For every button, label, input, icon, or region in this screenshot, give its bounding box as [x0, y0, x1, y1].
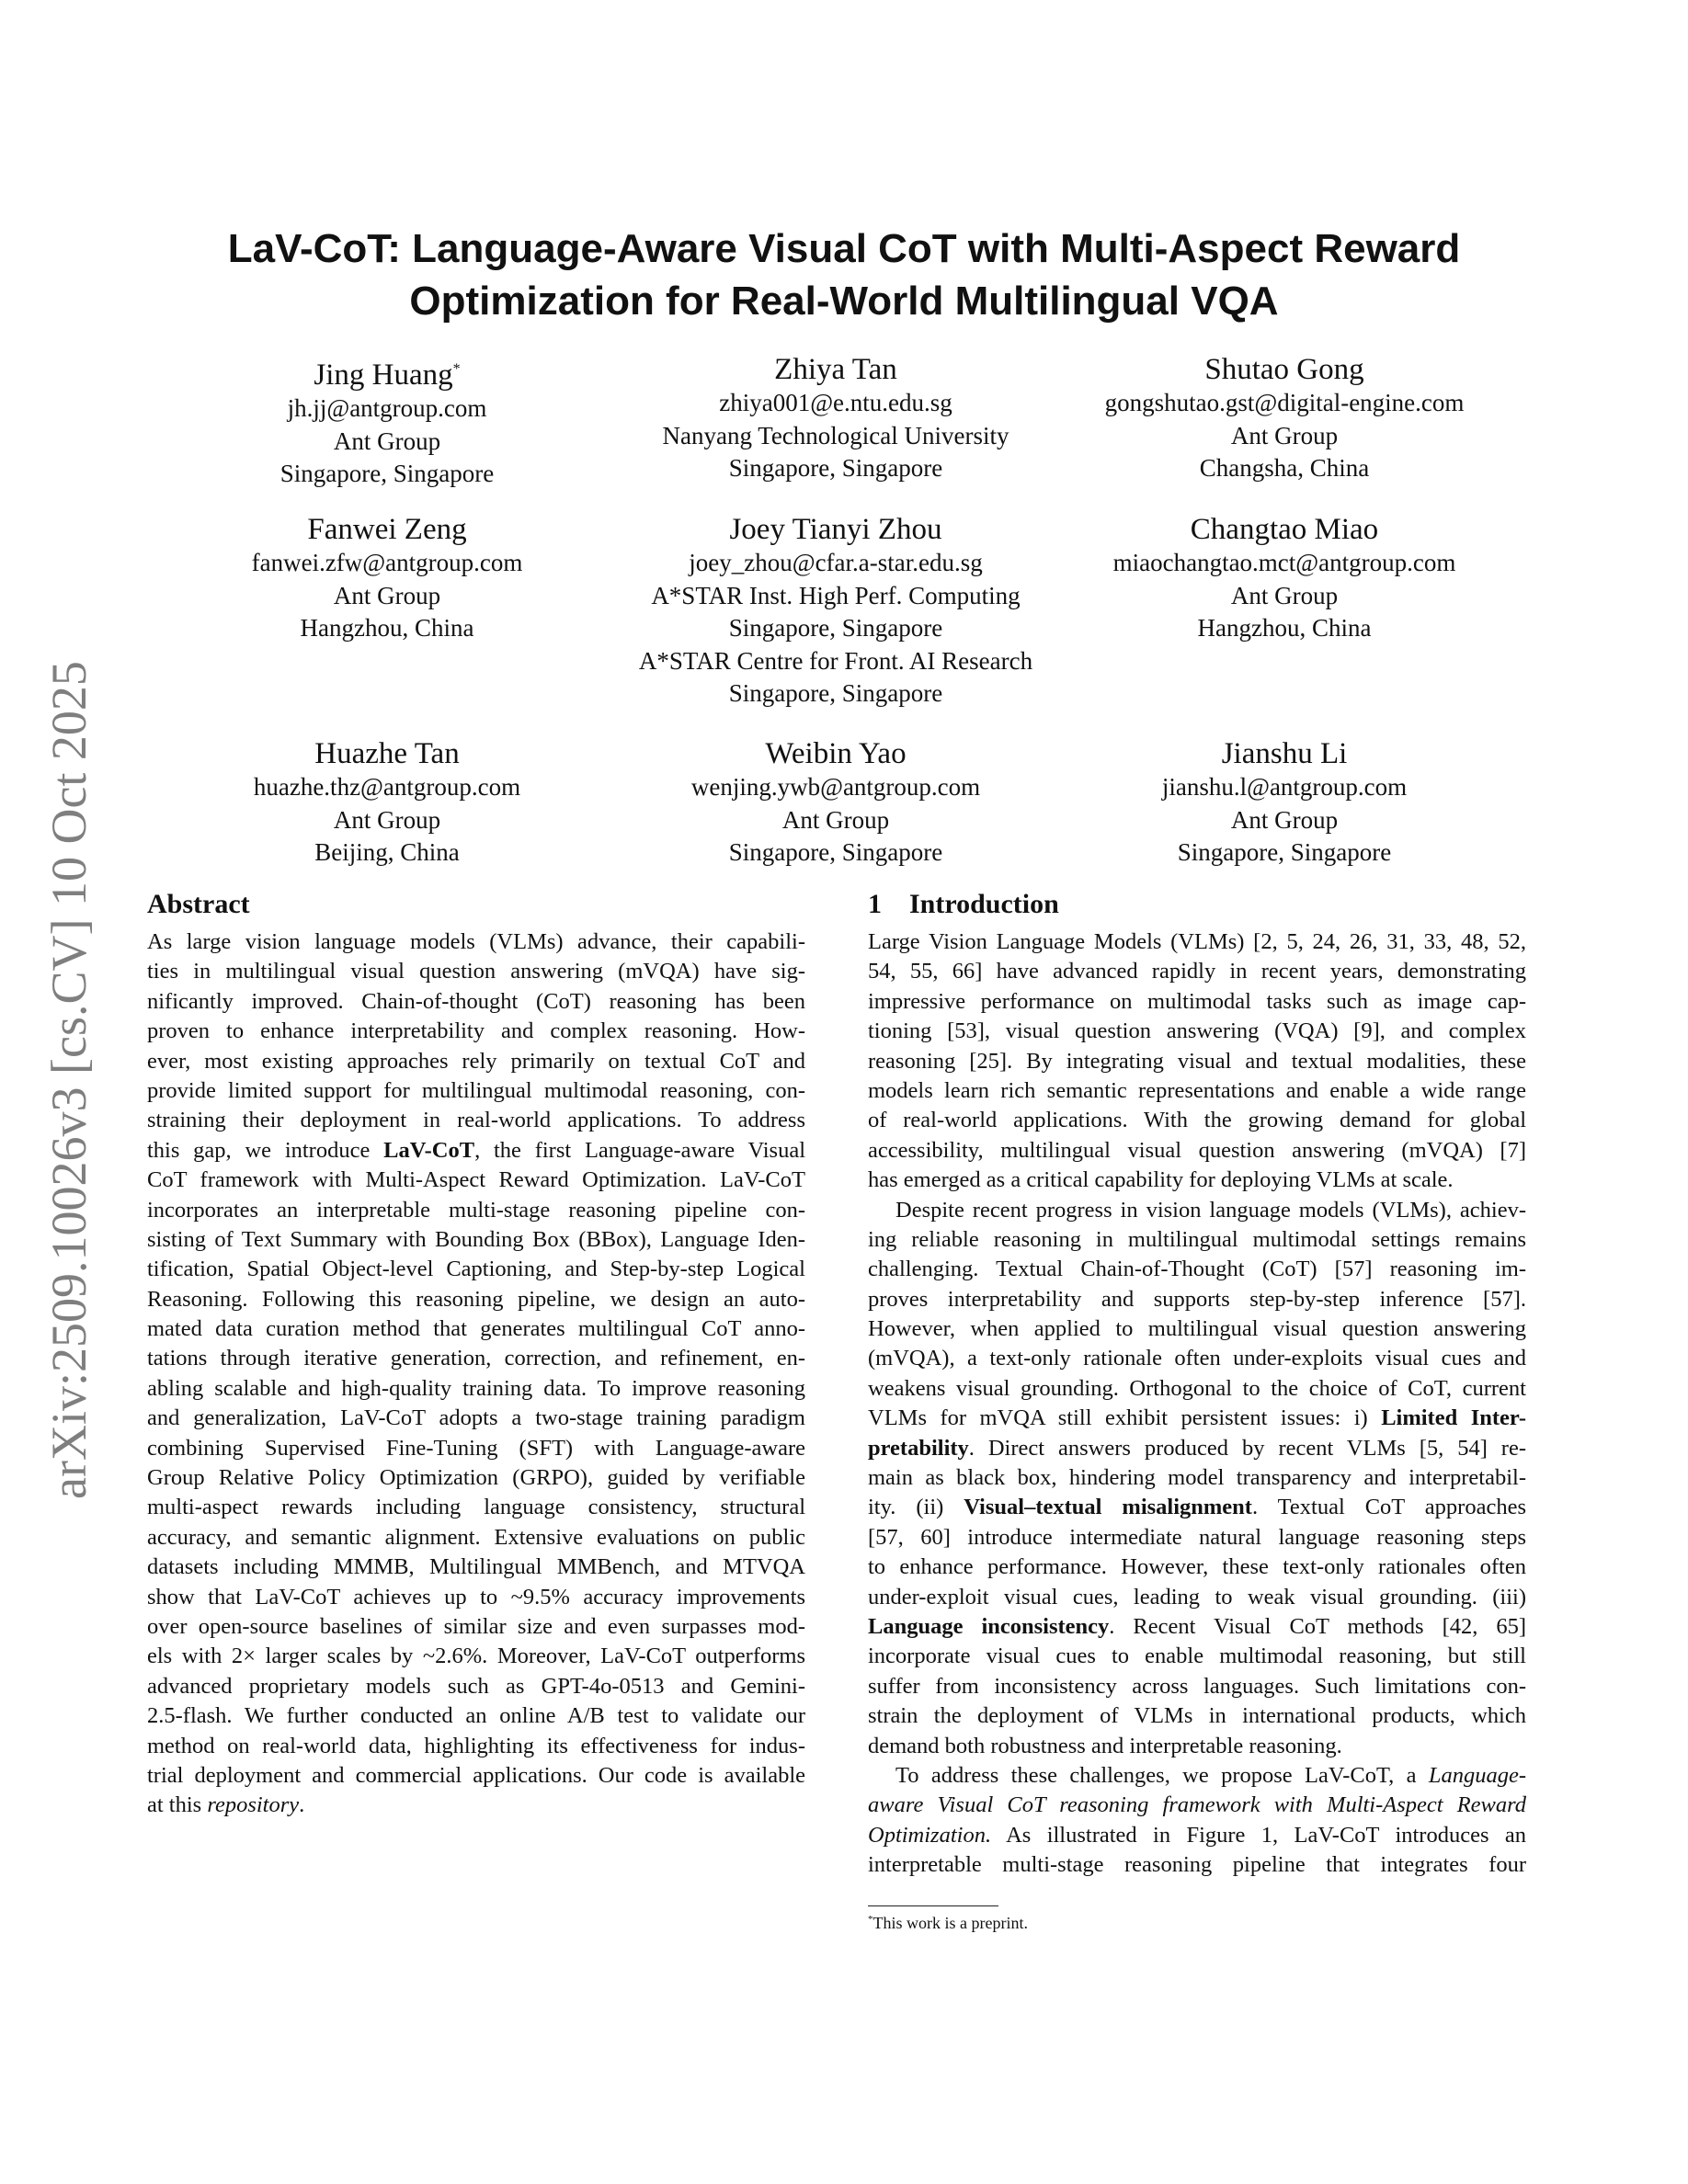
text-line: interpretable multi-stage reasoning pipeline that integrates four — [868, 1852, 1526, 1878]
text-line: proves interpretability and supports step-by-step inference [57]. — [868, 1286, 1526, 1312]
author-name-text: Zhiya Tan — [774, 353, 897, 386]
text-line: show that LaV-CoT achieves up to ~9.5% accuracy improvements — [147, 1584, 805, 1610]
text-line: ever, most existing approaches rely primarily on textual CoT and — [147, 1048, 805, 1074]
footnote — [868, 1914, 1028, 1933]
text-line: abling scalable and high-quality training data. To improve reasoning — [147, 1375, 805, 1401]
text-line — [868, 1791, 1526, 1820]
author-name-text: Joey Tianyi Zhou — [729, 513, 942, 546]
author-affiliation: Singapore, Singapore — [279, 460, 495, 487]
author-name — [1027, 736, 1542, 771]
bold-run: Language inconsistency — [868, 1613, 1110, 1639]
author-card — [578, 352, 1093, 485]
text-line: ties in multilingual visual question answering (mVQA) have sig- — [147, 959, 805, 984]
author-affiliation: Ant Group — [1230, 421, 1339, 449]
text-line: multi-aspect rewards including language consistency, structural — [147, 1495, 805, 1520]
text-line: method on real-world data, highlighting its effectiveness for indus- — [147, 1733, 805, 1758]
text-line: tations through iterative generation, correction, and refinement, en- — [147, 1346, 805, 1371]
text-line: nificantly improved. Chain-of-thought (CoT) reasoning has been — [147, 988, 805, 1014]
author-affiliation: Singapore, Singapore — [728, 454, 943, 482]
author-card — [1027, 352, 1542, 485]
text-line: impressive performance on multimodal tasks such as image cap- — [868, 988, 1526, 1014]
author-name — [130, 512, 644, 547]
text-line: 2.5-flash. We further conducted an online A/B test to validate our — [147, 1703, 805, 1729]
text-line: Large Vision Language Models (VLMs) [2, 5, 24, 26, 31, 33, 48, 52, — [868, 929, 1526, 954]
text-line: proven to enhance interpretability and complex reasoning. How- — [147, 1018, 805, 1044]
text-run: . — [299, 1792, 305, 1818]
italic-run: aware Visual CoT reasoning framework with Multi-Aspect Reward — [868, 1792, 1526, 1818]
text-line: challenging. Textual Chain-of-Thought (CoT) [57] reasoning im- — [868, 1257, 1526, 1282]
text-line: suffer from inconsistency across languages. Such limitations con- — [868, 1673, 1526, 1699]
text-line: mated data curation method that generates multilingual CoT anno- — [147, 1316, 805, 1342]
author-affiliation: Singapore, Singapore — [728, 614, 943, 642]
author-card — [130, 352, 644, 491]
text-line: Despite recent progress in vision language models (VLMs), achiev- — [895, 1197, 1526, 1223]
text-run: , the first Language-aware Visual — [474, 1137, 805, 1163]
text-line — [868, 1434, 1526, 1463]
author-card — [1027, 736, 1542, 870]
author-affiliation: Hangzhou, China — [300, 614, 474, 642]
text-line: Reasoning. Following this reasoning pipeline, we design an auto- — [147, 1286, 805, 1312]
author-affiliation: Ant Group — [333, 427, 441, 455]
author-card — [130, 512, 644, 645]
bold-run: LaV-CoT — [383, 1137, 475, 1163]
author-name — [1027, 352, 1542, 387]
author-email: joey_zhou@cfar.a-star.edu.sg — [689, 549, 983, 576]
author-email: fanwei.zfw@antgroup.com — [251, 549, 523, 576]
author-name-text: Huazhe Tan — [314, 737, 460, 770]
author-affiliation: A*STAR Inst. High Perf. Computing — [651, 581, 1021, 609]
text-line: [57, 60] introduce intermediate natural language reasoning steps — [868, 1524, 1526, 1550]
bold-run: Limited Inter- — [1381, 1405, 1527, 1431]
text-line: incorporate visual cues to enable multimodal reasoning, but still — [868, 1644, 1526, 1669]
author-email: miaochangtao.mct@antgroup.com — [1112, 549, 1456, 576]
text-line: (mVQA), a text-only rationale often under-exploits visual cues and — [868, 1346, 1526, 1371]
bold-run: pretability — [868, 1435, 969, 1461]
author-affiliation: Ant Group — [333, 581, 441, 609]
introduction-heading: 1 Introduction — [868, 889, 1059, 919]
text-line: els with 2× larger scales by ~2.6%. Moreover, LaV-CoT outperforms — [147, 1644, 805, 1669]
author-name — [1027, 512, 1542, 547]
author-affiliation: Beijing, China — [314, 838, 460, 866]
text-line — [868, 1761, 1526, 1791]
text-line: demand both robustness and interpretable reasoning. — [868, 1733, 1342, 1758]
footnote-text: This work is a preprint. — [873, 1914, 1028, 1932]
text-run: . Textual CoT approaches — [1251, 1495, 1526, 1520]
bold-run: Visual–textual misalignment — [964, 1495, 1252, 1520]
author-name — [578, 512, 1093, 547]
text-line: trial deployment and commercial applications. Our code is available — [147, 1762, 805, 1788]
author-email: jianshu.l@antgroup.com — [1161, 773, 1408, 801]
text-line: datasets including MMMB, Multilingual MMBench, and MTVQA — [147, 1554, 805, 1580]
text-line: models learn rich semantic representations and enable a wide range — [868, 1077, 1526, 1103]
text-line: reasoning [25]. By integrating visual and textual modalities, these — [868, 1048, 1526, 1074]
text-run: As illustrated in Figure 1, LaV-CoT introduces an — [991, 1822, 1526, 1848]
introduction-section — [868, 886, 1526, 1881]
author-affiliation: A*STAR Centre for Front. AI Research — [638, 646, 1033, 675]
text-line: As large vision language models (VLMs) advance, their capabili- — [147, 929, 805, 954]
author-affiliation: Ant Group — [1230, 805, 1339, 834]
author-email: wenjing.ywb@antgroup.com — [690, 773, 981, 801]
text-line: tioning [53], visual question answering (VQA) [9], and complex — [868, 1018, 1526, 1044]
text-line: accessibility, multilingual visual question answering (mVQA) [7] — [868, 1137, 1526, 1163]
text-line — [868, 1493, 1526, 1522]
author-name — [130, 352, 644, 392]
author-email: huazhe.thz@antgroup.com — [253, 773, 521, 801]
text-line — [147, 1791, 805, 1820]
author-affiliation: Nanyang Technological University — [662, 421, 1009, 449]
title-line-2: Optimization for Real-World Multilingual VQA — [409, 279, 1279, 324]
author-affiliation: Singapore, Singapore — [728, 838, 943, 866]
italic-run: Language- — [1428, 1762, 1526, 1788]
abstract-section — [147, 886, 805, 1821]
text-line: accuracy, and semantic alignment. Extensive evaluations on public — [147, 1524, 805, 1550]
text-line: 54, 55, 66] have advanced rapidly in recent years, demonstrating — [868, 959, 1526, 984]
footnote-rule — [868, 1905, 998, 1906]
text-run: ity. (ii) — [868, 1495, 964, 1520]
author-card — [130, 736, 644, 870]
text-line: and generalization, LaV-CoT adopts a two-stage training paradigm — [147, 1405, 805, 1431]
title-line-1: LaV-CoT: Language-Aware Visual CoT with Multi-Aspect Reward — [227, 226, 1461, 271]
text-line: of real-world applications. With the growing demand for global — [868, 1108, 1526, 1133]
author-affiliation: Hangzhou, China — [1197, 614, 1372, 642]
text-line: advanced proprietary models such as GPT-4o-0513 and Gemini- — [147, 1673, 805, 1699]
text-line — [147, 1136, 805, 1166]
author-name-text: Shutao Gong — [1204, 353, 1364, 386]
italic-run: Optimization. — [868, 1822, 992, 1848]
author-name-text: Fanwei Zeng — [307, 513, 467, 546]
text-line — [868, 1404, 1526, 1433]
text-run: . Recent Visual CoT methods [42, 65] — [1109, 1613, 1526, 1639]
text-line: Group Relative Policy Optimization (GRPO), guided by verifiable — [147, 1465, 805, 1491]
text-run: To address these challenges, we propose LaV-CoT, a — [895, 1762, 1429, 1788]
text-line: to enhance performance. However, these text-only rationales often — [868, 1554, 1526, 1580]
author-name — [130, 736, 644, 771]
author-email: jh.jj@antgroup.com — [287, 394, 487, 422]
arxiv-stamp: arXiv:2509.10026v3 [cs.CV] 10 Oct 2025 — [41, 661, 97, 1499]
author-card — [1027, 512, 1542, 645]
text-line: under-exploit visual cues, leading to weak visual grounding. (iii) — [868, 1584, 1526, 1610]
abstract-body — [147, 927, 805, 1821]
author-email: zhiya001@e.ntu.edu.sg — [719, 389, 952, 416]
author-affiliation: Ant Group — [781, 805, 890, 834]
text-line: provide limited support for multilingual multimodal reasoning, con- — [147, 1077, 805, 1103]
text-line: tification, Spatial Object-level Captioning, and Step-by-step Logical — [147, 1257, 805, 1282]
author-footnote-mark: * — [452, 361, 461, 377]
text-line — [868, 1821, 1526, 1850]
author-affiliation: Singapore, Singapore — [1177, 838, 1392, 866]
author-affiliation: Ant Group — [333, 805, 441, 834]
author-name-text: Changtao Miao — [1190, 513, 1379, 546]
author-card — [578, 736, 1093, 870]
paper-title — [0, 222, 1688, 327]
author-card — [578, 512, 1093, 711]
text-run: this gap, we introduce — [147, 1137, 384, 1163]
author-name — [578, 352, 1093, 387]
text-line: straining their deployment in real-world applications. To address — [147, 1108, 805, 1133]
author-name-text: Jianshu Li — [1221, 737, 1348, 770]
text-line: ing reliable reasoning in multilingual multimodal settings remains — [868, 1226, 1526, 1252]
text-line: strain the deployment of VLMs in international products, which — [868, 1703, 1526, 1729]
text-line: combining Supervised Fine-Tuning (SFT) with Language-aware — [147, 1435, 805, 1461]
text-line: incorporates an interpretable multi-stage reasoning pipeline con- — [147, 1197, 805, 1223]
text-line: weakens visual grounding. Orthogonal to the choice of CoT, current — [868, 1375, 1526, 1401]
author-affiliation: Ant Group — [1230, 581, 1339, 609]
text-line: over open-source baselines of similar size and even surpasses mod- — [147, 1613, 805, 1639]
text-line: main as black box, hindering model transparency and interpretabil- — [868, 1465, 1526, 1491]
introduction-body — [868, 927, 1526, 1881]
author-email: gongshutao.gst@digital-engine.com — [1104, 389, 1465, 416]
text-line: sisting of Text Summary with Bounding Box (BBox), Language Iden- — [147, 1226, 805, 1252]
author-name — [578, 736, 1093, 771]
text-line: has emerged as a critical capability for deploying VLMs at scale. — [868, 1167, 1454, 1193]
author-name-text: Weibin Yao — [765, 737, 907, 770]
text-run: VLMs for mVQA still exhibit persistent issues: i) — [868, 1405, 1382, 1431]
author-affiliation: Singapore, Singapore — [728, 679, 943, 707]
text-run: . Direct answers produced by recent VLMs [5, 54] re- — [968, 1435, 1526, 1461]
text-line — [868, 1612, 1526, 1642]
text-run: at this — [147, 1792, 208, 1818]
author-affiliation: Changsha, China — [1199, 454, 1370, 482]
italic-run[interactable]: repository — [207, 1792, 300, 1818]
author-name-text: Jing Huang — [314, 358, 453, 392]
footnote-mark: * — [868, 1914, 873, 1925]
abstract-heading: Abstract — [147, 889, 250, 919]
text-line: However, when applied to multilingual visual question answering — [868, 1316, 1526, 1342]
text-line: CoT framework with Multi-Aspect Reward Optimization. LaV-CoT — [147, 1167, 805, 1193]
